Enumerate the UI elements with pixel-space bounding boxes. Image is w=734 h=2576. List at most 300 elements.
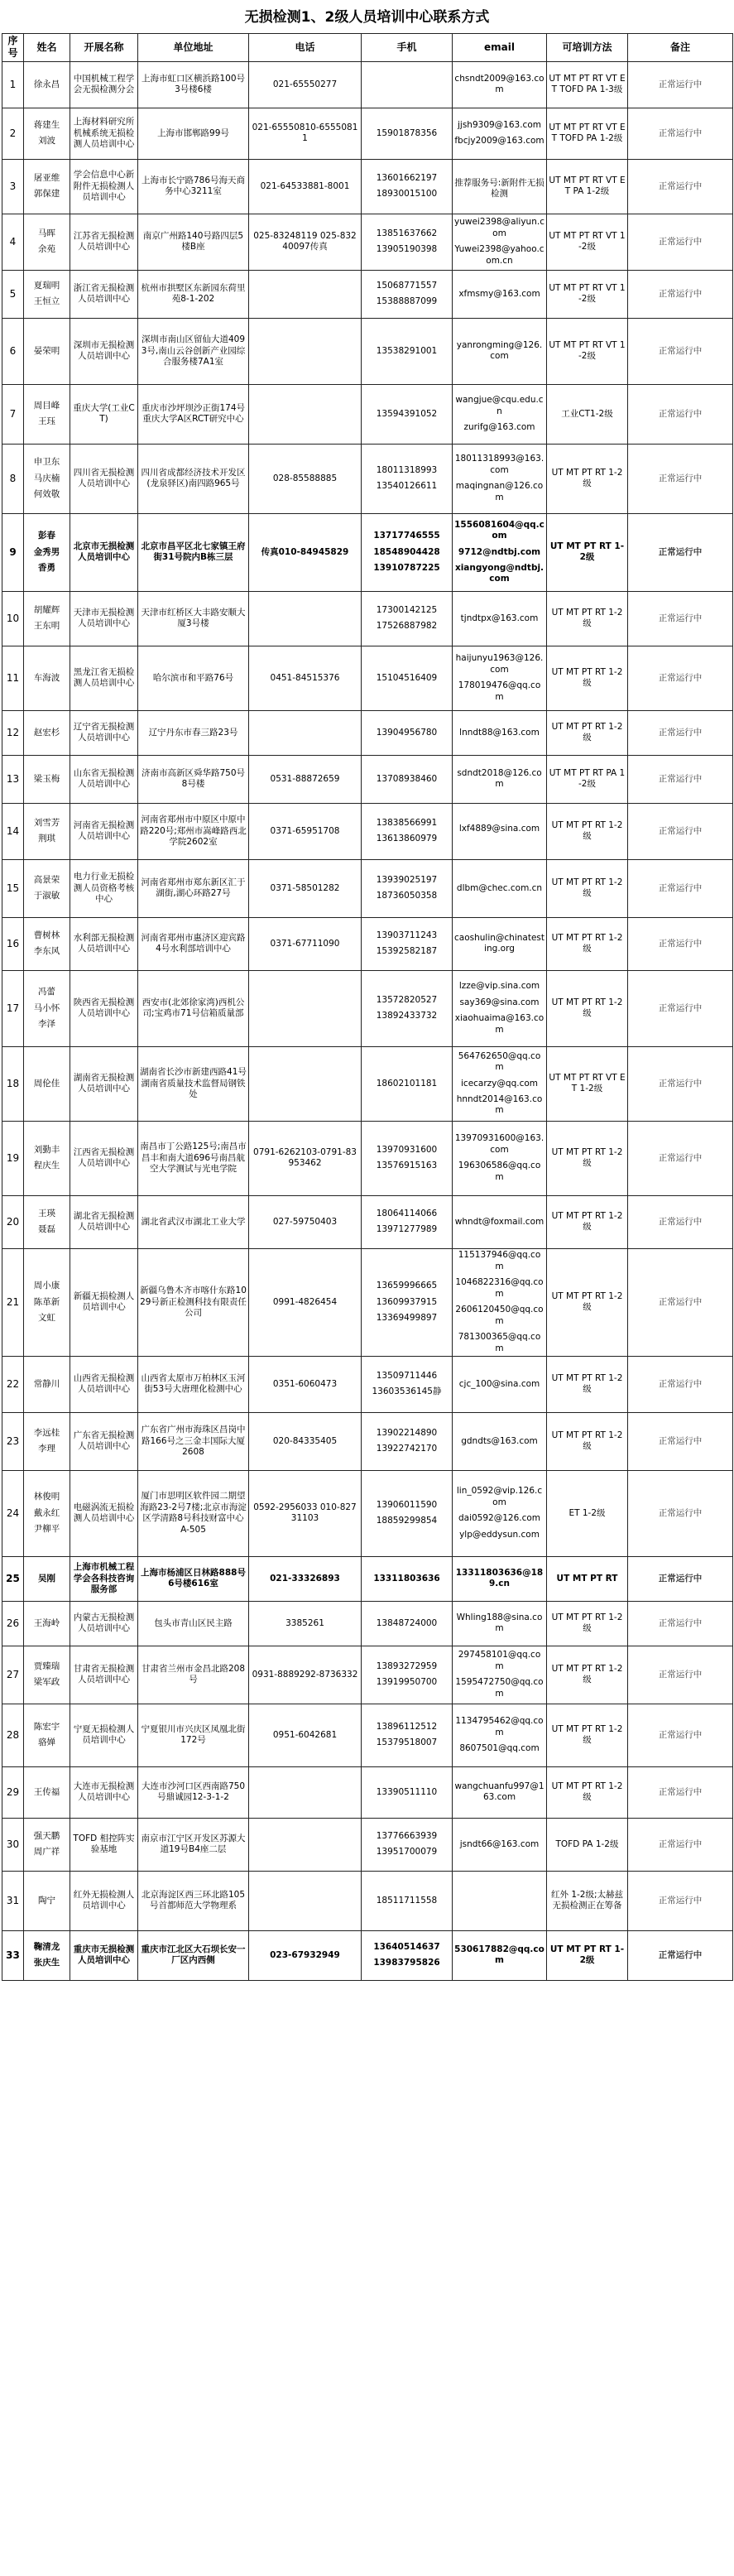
emails [453,444,547,513]
note: 正常运行中 [628,1470,733,1556]
mobile-number: 18859299854 [376,1516,438,1526]
training-methods: 工业CT1-2级 [547,384,628,444]
email-address: wangchuanfu997@163.com [454,1781,545,1803]
contact-name: 车海波 [33,672,60,683]
org-name: 深圳市无损检测人员培训中心 [70,318,138,384]
table-row [2,859,733,917]
training-methods: UT MT PT RT VT 1-2级 [547,270,628,318]
phone [249,384,362,444]
table-row [2,1470,733,1556]
contact-name: 骆婵 [38,1737,55,1748]
row-number: 15 [2,859,24,917]
contact-names [24,591,70,646]
email-address: 781300365@qq.com [458,1332,541,1353]
contact-name: 王恒立 [33,296,60,307]
mobiles [362,803,453,859]
contact-name: 余苑 [38,244,55,255]
emails [453,1046,547,1121]
address: 重庆市沙坪坝沙正街174号重庆大学A区RCT研究中心 [138,384,249,444]
mobiles [362,1195,453,1248]
email-address: lxf4889@sina.com [458,823,540,834]
email-address: hnndt2014@163.com [456,1093,543,1116]
contact-name: 梁军政 [33,1677,60,1688]
emails [453,1601,547,1646]
org-name: 甘肃省无损检测人员培训中心 [70,1646,138,1704]
emails [453,61,547,108]
org-name: 上海市机械工程学会各科技咨询服务部 [70,1556,138,1601]
phone: 0531-88872659 [249,755,362,803]
contact-names [24,214,70,270]
table-row [2,917,733,970]
training-methods: UT MT PT RT 1-2级 [547,1601,628,1646]
training-methods: UT MT PT RT 1-2级 [547,1121,628,1195]
email-address: 13970931600@163.com [454,1133,545,1155]
address: 河南省郑州市郑东新区汇于湖街,湖心环路27号 [138,859,249,917]
mobile-number: 13905190398 [376,244,438,255]
table-row [2,1766,733,1818]
training-methods: UT MT PT RT 1-2级 [547,646,628,710]
contact-names [24,444,70,513]
contact-name: 夏瑞明 [33,280,60,291]
email-address: tjndtpx@163.com [460,613,539,623]
mobile-number: 13509711446 [376,1370,438,1381]
contact-name: 陈宏宇 [33,1721,60,1732]
address: 新疆乌鲁木齐市喀什东路1029号新正检测科技有限责任公司 [138,1248,249,1356]
contact-name: 周伦佳 [33,1078,60,1089]
org-name: 湖南省无损检测人员培训中心 [70,1046,138,1121]
email-address: 18011318993@163.com [454,454,545,475]
email-address: xiangyong@ndtbj.com [454,562,545,584]
email-address: lzze@vip.sina.com [458,981,540,992]
email-address: jsndt66@163.com [459,1838,540,1849]
training-methods: UT MT PT RT 1-2级 [547,591,628,646]
table-row [2,1930,733,1980]
table-header-row [2,34,733,62]
mobile-number: 13970931600 [376,1144,438,1155]
email-address: 9712@ndtbj.com [458,546,541,557]
email-address: dai0592@126.com [458,1513,541,1524]
org-name: 内蒙古无损检测人员培训中心 [70,1601,138,1646]
contact-names [24,1195,70,1248]
mobile-number: 15392582187 [376,946,438,957]
note: 正常运行中 [628,1121,733,1195]
note: 正常运行中 [628,1601,733,1646]
emails [453,755,547,803]
phone [249,1871,362,1930]
training-methods: UT MT PT RT 1-2级 [547,1766,628,1818]
table-row [2,1556,733,1601]
emails [453,1646,547,1704]
address: 厦门市思明区软件园二期望海路23-2号7楼;北京市海淀区学清路8号科技财富中心A-505 [138,1470,249,1556]
training-methods: UT MT PT RT 1-2级 [547,1195,628,1248]
email-address: Whling188@sina.com [456,1612,543,1634]
table-row [2,755,733,803]
contact-name: 程庆生 [33,1161,60,1171]
email-address: maqingnan@126.com [455,481,544,502]
note: 正常运行中 [628,710,733,755]
org-name: TOFD 相控阵实验基地 [70,1818,138,1871]
table-row [2,159,733,214]
emails [453,591,547,646]
mobiles [362,159,453,214]
row-number: 2 [2,108,24,159]
contact-name: 李理 [38,1444,55,1454]
contact-name: 吴刚 [38,1573,55,1584]
mobiles [362,1818,453,1871]
contact-names [24,159,70,214]
email-address: 2606120450@qq.com [455,1305,544,1326]
mobile-number: 18930015100 [376,189,438,199]
header-phone: 电话 [249,34,362,62]
contact-name: 马小怀 [33,1002,60,1013]
org-name: 辽宁省无损检测人员培训中心 [70,710,138,755]
mobile-number: 13910787225 [373,562,440,573]
mobile-number: 18602101181 [376,1078,438,1089]
phone: 0951-6042681 [249,1704,362,1766]
training-methods: UT MT PT RT 1-2级 [547,1356,628,1412]
mobiles [362,755,453,803]
mobiles [362,1766,453,1818]
contact-name: 徐永昌 [33,79,60,89]
row-number: 14 [2,803,24,859]
email-address: 297458101@qq.com [458,1650,541,1671]
address: 四川省成都经济技术开发区(龙泉驿区)南四路965号 [138,444,249,513]
mobiles [362,710,453,755]
contact-name: 曹树林 [33,930,60,940]
row-number: 1 [2,61,24,108]
training-methods: UT MT PT RT 1-2级 [547,970,628,1046]
org-name: 山东省无损检测人员培训中心 [70,755,138,803]
contact-name: 于淑敏 [33,891,60,901]
mobile-number: 13540126611 [376,481,438,492]
mobile-number: 18011318993 [376,464,438,475]
contact-names [24,513,70,591]
email-address: zurifg@163.com [463,421,535,432]
contact-name: 荆琪 [38,834,55,844]
mobile-number: 13538291001 [376,345,438,356]
row-number: 23 [2,1412,24,1470]
note: 正常运行中 [628,108,733,159]
table-row [2,1121,733,1195]
mobile-number: 13892433732 [376,1011,438,1021]
contact-name: 申卫东 [33,457,60,468]
emails [453,710,547,755]
mobiles [362,1412,453,1470]
phone: 0371-58501282 [249,859,362,917]
email-address: 1556081604@qq.com [454,519,545,541]
email-address: lin_0592@vip.126.com [456,1486,543,1507]
email-address: lnndt88@163.com [459,727,540,738]
emails [453,970,547,1046]
note: 正常运行中 [628,1356,733,1412]
email-address: 8607501@qq.com [459,1742,540,1753]
note: 正常运行中 [628,755,733,803]
phone: 025-83248119 025-83240097传真 [249,214,362,270]
contact-name: 常静川 [33,1378,60,1389]
mobile-number: 17526887982 [376,621,438,632]
note: 正常运行中 [628,917,733,970]
mobiles [362,108,453,159]
mobile-number: 18736050358 [376,891,438,901]
note: 正常运行中 [628,591,733,646]
contact-name: 郭保建 [33,189,60,199]
address: 西安市(北郊徐家湾)西机公司;宝鸡市71号信箱质量部 [138,970,249,1046]
row-number: 8 [2,444,24,513]
contact-name: 王珏 [38,416,55,427]
address: 河南省郑州市中原区中原中路220号;郑州市嵩峰路西北学院2602室 [138,803,249,859]
address: 广东省广州市海珠区昌岗中路166号之三金丰国际大厦2608 [138,1412,249,1470]
mobile-number: 13390511110 [376,1786,438,1797]
contact-name: 王瑛 [38,1208,55,1218]
contact-names [24,384,70,444]
contact-names [24,1356,70,1412]
training-methods: UT MT PT RT VT ET PA 1-2级 [547,159,628,214]
note: 正常运行中 [628,1646,733,1704]
training-methods: UT MT PT RT 1-2级 [547,444,628,513]
contact-name: 文虹 [38,1312,55,1323]
table-row [2,1248,733,1356]
contact-name: 蒋建生 [33,119,60,130]
mobile-number: 13851637662 [376,228,438,238]
row-number: 28 [2,1704,24,1766]
mobile-number: 13369499897 [376,1312,438,1323]
table-row [2,591,733,646]
email-address: cjc_100@sina.com [458,1378,540,1389]
table-row [2,384,733,444]
note: 正常运行中 [628,970,733,1046]
mobiles [362,1871,453,1930]
mobile-number: 13613860979 [376,834,438,844]
training-methods: UT MT PT RT 1-2级 [547,1930,628,1980]
contact-name: 周广祥 [33,1847,60,1858]
training-methods: UT MT PT RT [547,1556,628,1601]
mobile-number: 13893272959 [376,1660,438,1671]
address: 重庆市江北区大石坝长安一厂区内西侧 [138,1930,249,1980]
contact-names [24,108,70,159]
contact-names [24,1121,70,1195]
phone: 027-59750403 [249,1195,362,1248]
note: 正常运行中 [628,318,733,384]
contact-name: 金秀男 [33,546,60,557]
header-address: 单位地址 [138,34,249,62]
row-number: 10 [2,591,24,646]
row-number: 16 [2,917,24,970]
note: 正常运行中 [628,1412,733,1470]
mobiles [362,513,453,591]
table-row [2,646,733,710]
email-address: say369@sina.com [459,997,540,1007]
contact-name: 聂磊 [38,1224,55,1235]
mobile-number: 13902214890 [376,1427,438,1438]
contact-names [24,917,70,970]
mobile-number: 13776663939 [376,1830,438,1841]
contact-name: 刘波 [38,136,55,147]
email-address: chsndt2009@163.com [454,73,545,95]
phone: 021-65550810-65550811 [249,108,362,159]
table-row [2,108,733,159]
mobiles [362,1046,453,1121]
emails [453,1121,547,1195]
contact-name: 张庆生 [33,1958,60,1968]
phone: 0451-84515376 [249,646,362,710]
row-number: 18 [2,1046,24,1121]
mobile-number: 13903711243 [376,930,438,940]
header-name: 姓名 [24,34,70,62]
row-number: 11 [2,646,24,710]
org-name: 广东省无损检测人员培训中心 [70,1412,138,1470]
mobiles [362,1646,453,1704]
emails [453,1704,547,1766]
contact-name: 尹柳平 [33,1523,60,1534]
training-methods: UT MT PT RT 1-2级 [547,1646,628,1704]
mobile-number: 13601662197 [376,172,438,183]
phone: 传真010-84945829 [249,513,362,591]
note: 正常运行中 [628,1046,733,1121]
contact-names [24,270,70,318]
training-methods: UT MT PT RT 1-2级 [547,1704,628,1766]
emails [453,917,547,970]
mobile-number: 13951700079 [376,1847,438,1858]
contact-names [24,1871,70,1930]
contact-name: 王东明 [33,621,60,632]
address: 天津市红桥区大丰路安顺大厦3号楼 [138,591,249,646]
mobile-number: 15104516409 [376,672,438,683]
training-methods: UT MT PT RT PA 1-2级 [547,755,628,803]
row-number: 29 [2,1766,24,1818]
contact-name: 刘雪芳 [33,817,60,828]
note: 正常运行中 [628,859,733,917]
mobiles [362,444,453,513]
org-name: 黑龙江省无损检测人员培训中心 [70,646,138,710]
contact-name: 贾臻瑞 [33,1660,60,1671]
contact-name: 胡耀辉 [33,604,60,615]
table-row [2,444,733,513]
phone [249,318,362,384]
table-row [2,1601,733,1646]
contact-names [24,1046,70,1121]
phone [249,270,362,318]
header-note: 备注 [628,34,733,62]
phone: 0991-4826454 [249,1248,362,1356]
mobiles [362,646,453,710]
emails [453,1356,547,1412]
org-name: 湖北省无损检测人员培训中心 [70,1195,138,1248]
address: 宁夏银川市兴庆区凤凰北街172号 [138,1704,249,1766]
header-methods: 可培训方法 [547,34,628,62]
training-methods: UT MT PT RT VT 1-2级 [547,318,628,384]
table-row [2,970,733,1046]
row-number: 26 [2,1601,24,1646]
address: 上海市长宁路786号海天商务中心3211室 [138,159,249,214]
org-name: 中国机械工程学会无损检测分会 [70,61,138,108]
emails [453,513,547,591]
note: 正常运行中 [628,384,733,444]
address: 河南省郑州市惠济区迎宾路4号水利部培训中心 [138,917,249,970]
phone [249,1766,362,1818]
contact-name: 晏荣明 [33,345,60,356]
contact-name: 刘勤丰 [33,1144,60,1155]
contact-name: 赵宏杉 [33,727,60,738]
mobile-number: 13971277989 [376,1224,438,1235]
phone: 021-33326893 [249,1556,362,1601]
phone: 023-67932949 [249,1930,362,1980]
org-name: 江西省无损检测人员培训中心 [70,1121,138,1195]
table-row [2,1356,733,1412]
address: 湖南省长沙市新建西路41号湖南省质量技术监督局钢铁处 [138,1046,249,1121]
contact-name: 彭春 [38,531,55,541]
email-address: 178019476@qq.com [458,680,541,702]
contact-names [24,755,70,803]
phone: 0931-8889292-8736332 [249,1646,362,1704]
row-number: 7 [2,384,24,444]
contact-names [24,318,70,384]
org-name: 学会信息中心新附件无损检测人员培训中心 [70,159,138,214]
org-name: 电磁涡流无损检测人员培训中心 [70,1470,138,1556]
table-row [2,270,733,318]
emails [453,859,547,917]
contact-names [24,970,70,1046]
table-row [2,1818,733,1871]
mobile-number: 18548904428 [373,546,440,557]
contact-names [24,61,70,108]
contact-names [24,710,70,755]
email-address: yanrongming@126.com [456,339,543,362]
mobile-number: 13983795826 [373,1958,440,1968]
note: 正常运行中 [628,1556,733,1601]
row-number: 30 [2,1818,24,1871]
address: 杭州市拱墅区东新园东荷里苑8-1-202 [138,270,249,318]
address: 湖北省武汉市湖北工业大学 [138,1195,249,1248]
mobile-number: 13904956780 [376,727,438,738]
org-name: 红外无损检测人员培训中心 [70,1871,138,1930]
contact-name: 梁玉梅 [33,773,60,784]
mobile-number: 13838566991 [376,817,438,828]
contact-name: 李泽 [38,1018,55,1029]
mobile-number: 18064114066 [376,1208,438,1218]
table-row [2,1412,733,1470]
note: 正常运行中 [628,646,733,710]
training-methods: UT MT PT RT VT ET TOFD PA 1-2级 [547,108,628,159]
address: 辽宁丹东市春三路23号 [138,710,249,755]
contact-table [2,33,733,1981]
header-email: email [453,34,547,62]
contact-names [24,1470,70,1556]
table-row [2,1046,733,1121]
mobile-number: 15901878356 [376,127,438,138]
email-address: whndt@foxmail.com [454,1216,545,1227]
contact-name: 戴永红 [33,1507,60,1518]
mobile-number: 15379518007 [376,1737,438,1748]
training-methods: UT MT PT RT 1-2级 [547,917,628,970]
mobiles [362,1704,453,1766]
mobile-number: 13939025197 [376,874,438,885]
note: 正常运行中 [628,444,733,513]
phone [249,970,362,1046]
contact-names [24,1766,70,1818]
contact-names [24,1930,70,1980]
contact-names [24,1601,70,1646]
mobiles [362,270,453,318]
note: 正常运行中 [628,159,733,214]
email-address: sdndt2018@126.com [457,767,542,790]
contact-name: 林俊明 [33,1492,60,1502]
training-methods: UT MT PT RT 1-2级 [547,1248,628,1356]
mobile-number: 13906011590 [376,1499,438,1510]
address: 南昌市丁公路125号;南昌市昌丰和南大道696号南昌航空大学测试与光电学院 [138,1121,249,1195]
contact-names [24,1818,70,1871]
mobiles [362,61,453,108]
mobiles [362,917,453,970]
